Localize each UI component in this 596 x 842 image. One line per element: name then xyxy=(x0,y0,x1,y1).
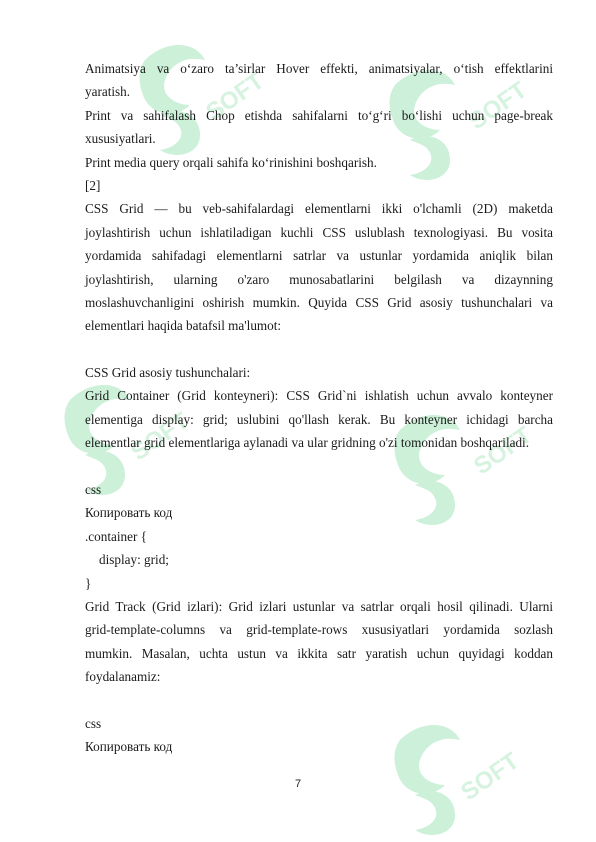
svg-text:SOFT: SOFT xyxy=(469,421,538,481)
svg-text:SOFT: SOFT xyxy=(201,67,270,127)
svg-text:SOFT: SOFT xyxy=(456,747,525,807)
blank-line xyxy=(85,455,553,478)
text-line: Grid Container (Grid konteyneri): CSS Grid`ni ishlatish uchun avvalo konteyner xyxy=(85,388,553,404)
document-body xyxy=(85,57,553,759)
text-line: elementlar grid elementlariga aylanadi va ular gridning o'zi tomonidan boshqariladi. xyxy=(85,435,530,451)
text-line: yaratish. xyxy=(85,84,131,100)
svg-text:SOFT: SOFT xyxy=(464,76,533,136)
text-line: yordamida sahifadagi elementlarni satrlar va ustunlar yordamida aniqlik bilan xyxy=(85,248,553,264)
blank-line xyxy=(85,689,553,712)
text-line: Animatsiya va o‘zaro ta’sirlar Hover effekti, animatsiyalar, o‘tish effektlarini xyxy=(85,61,553,76)
blank-line xyxy=(85,338,553,361)
citation-ref: [2] xyxy=(85,177,101,193)
text-line: foydalanamiz: xyxy=(85,669,161,685)
text-line: Grid Track (Grid izlari): Grid izlari ustunlar va satrlar orqali hosil qilinadi. Ularni xyxy=(85,598,553,614)
text-line: Print media query orqali sahifa ko‘rinishini boshqarish. xyxy=(85,154,377,170)
code-line: display: grid; xyxy=(99,552,169,568)
code-line: .container { xyxy=(85,528,147,544)
copy-code-label: Копировать код xyxy=(85,505,173,521)
section-heading: CSS Grid asosiy tushunchalari: xyxy=(85,365,251,381)
text-line: xususiyatlari. xyxy=(85,131,156,147)
text-line: elementiga display: grid; uslubini qo'llash kerak. Bu konteyner ichidagi barcha xyxy=(85,411,553,427)
text-line: joylashtirish, ularning o'zaro munosabatlarini belgilash va dizaynning xyxy=(85,271,553,287)
code-line: } xyxy=(85,575,92,591)
copy-code-label: Копировать код xyxy=(85,739,173,755)
text-line: CSS Grid — bu veb-sahifalardagi elementlarni ikki o'lchamli (2D) maketda xyxy=(85,201,553,217)
svg-text:SOFT: SOFT xyxy=(126,407,195,467)
code-language-label: css xyxy=(85,715,102,731)
text-line: grid-template-columns va grid-template-rows xususiyatlari yordamida sozlash xyxy=(85,622,553,638)
text-line: elementlari haqida batafsil ma'lumot: xyxy=(85,318,282,334)
page-number: 7 xyxy=(294,778,302,790)
text-line: mumkin. Masalan, uchta ustun va ikkita satr yaratish uchun quyidagi koddan xyxy=(85,645,553,661)
code-language-label: css xyxy=(85,482,102,498)
text-line: moslashuvchanligini oshirish mumkin. Quyida CSS Grid asosiy tushunchalari va xyxy=(85,294,553,310)
text-line: Print va sahifalash Chop etishda sahifalarni to‘g‘ri bo‘lishi uchun page-break xyxy=(85,107,553,123)
text-line: joylashtirish uchun ishlatiladigan kuchli CSS uslublash texnologiyasi. Bu vosita xyxy=(85,224,553,240)
